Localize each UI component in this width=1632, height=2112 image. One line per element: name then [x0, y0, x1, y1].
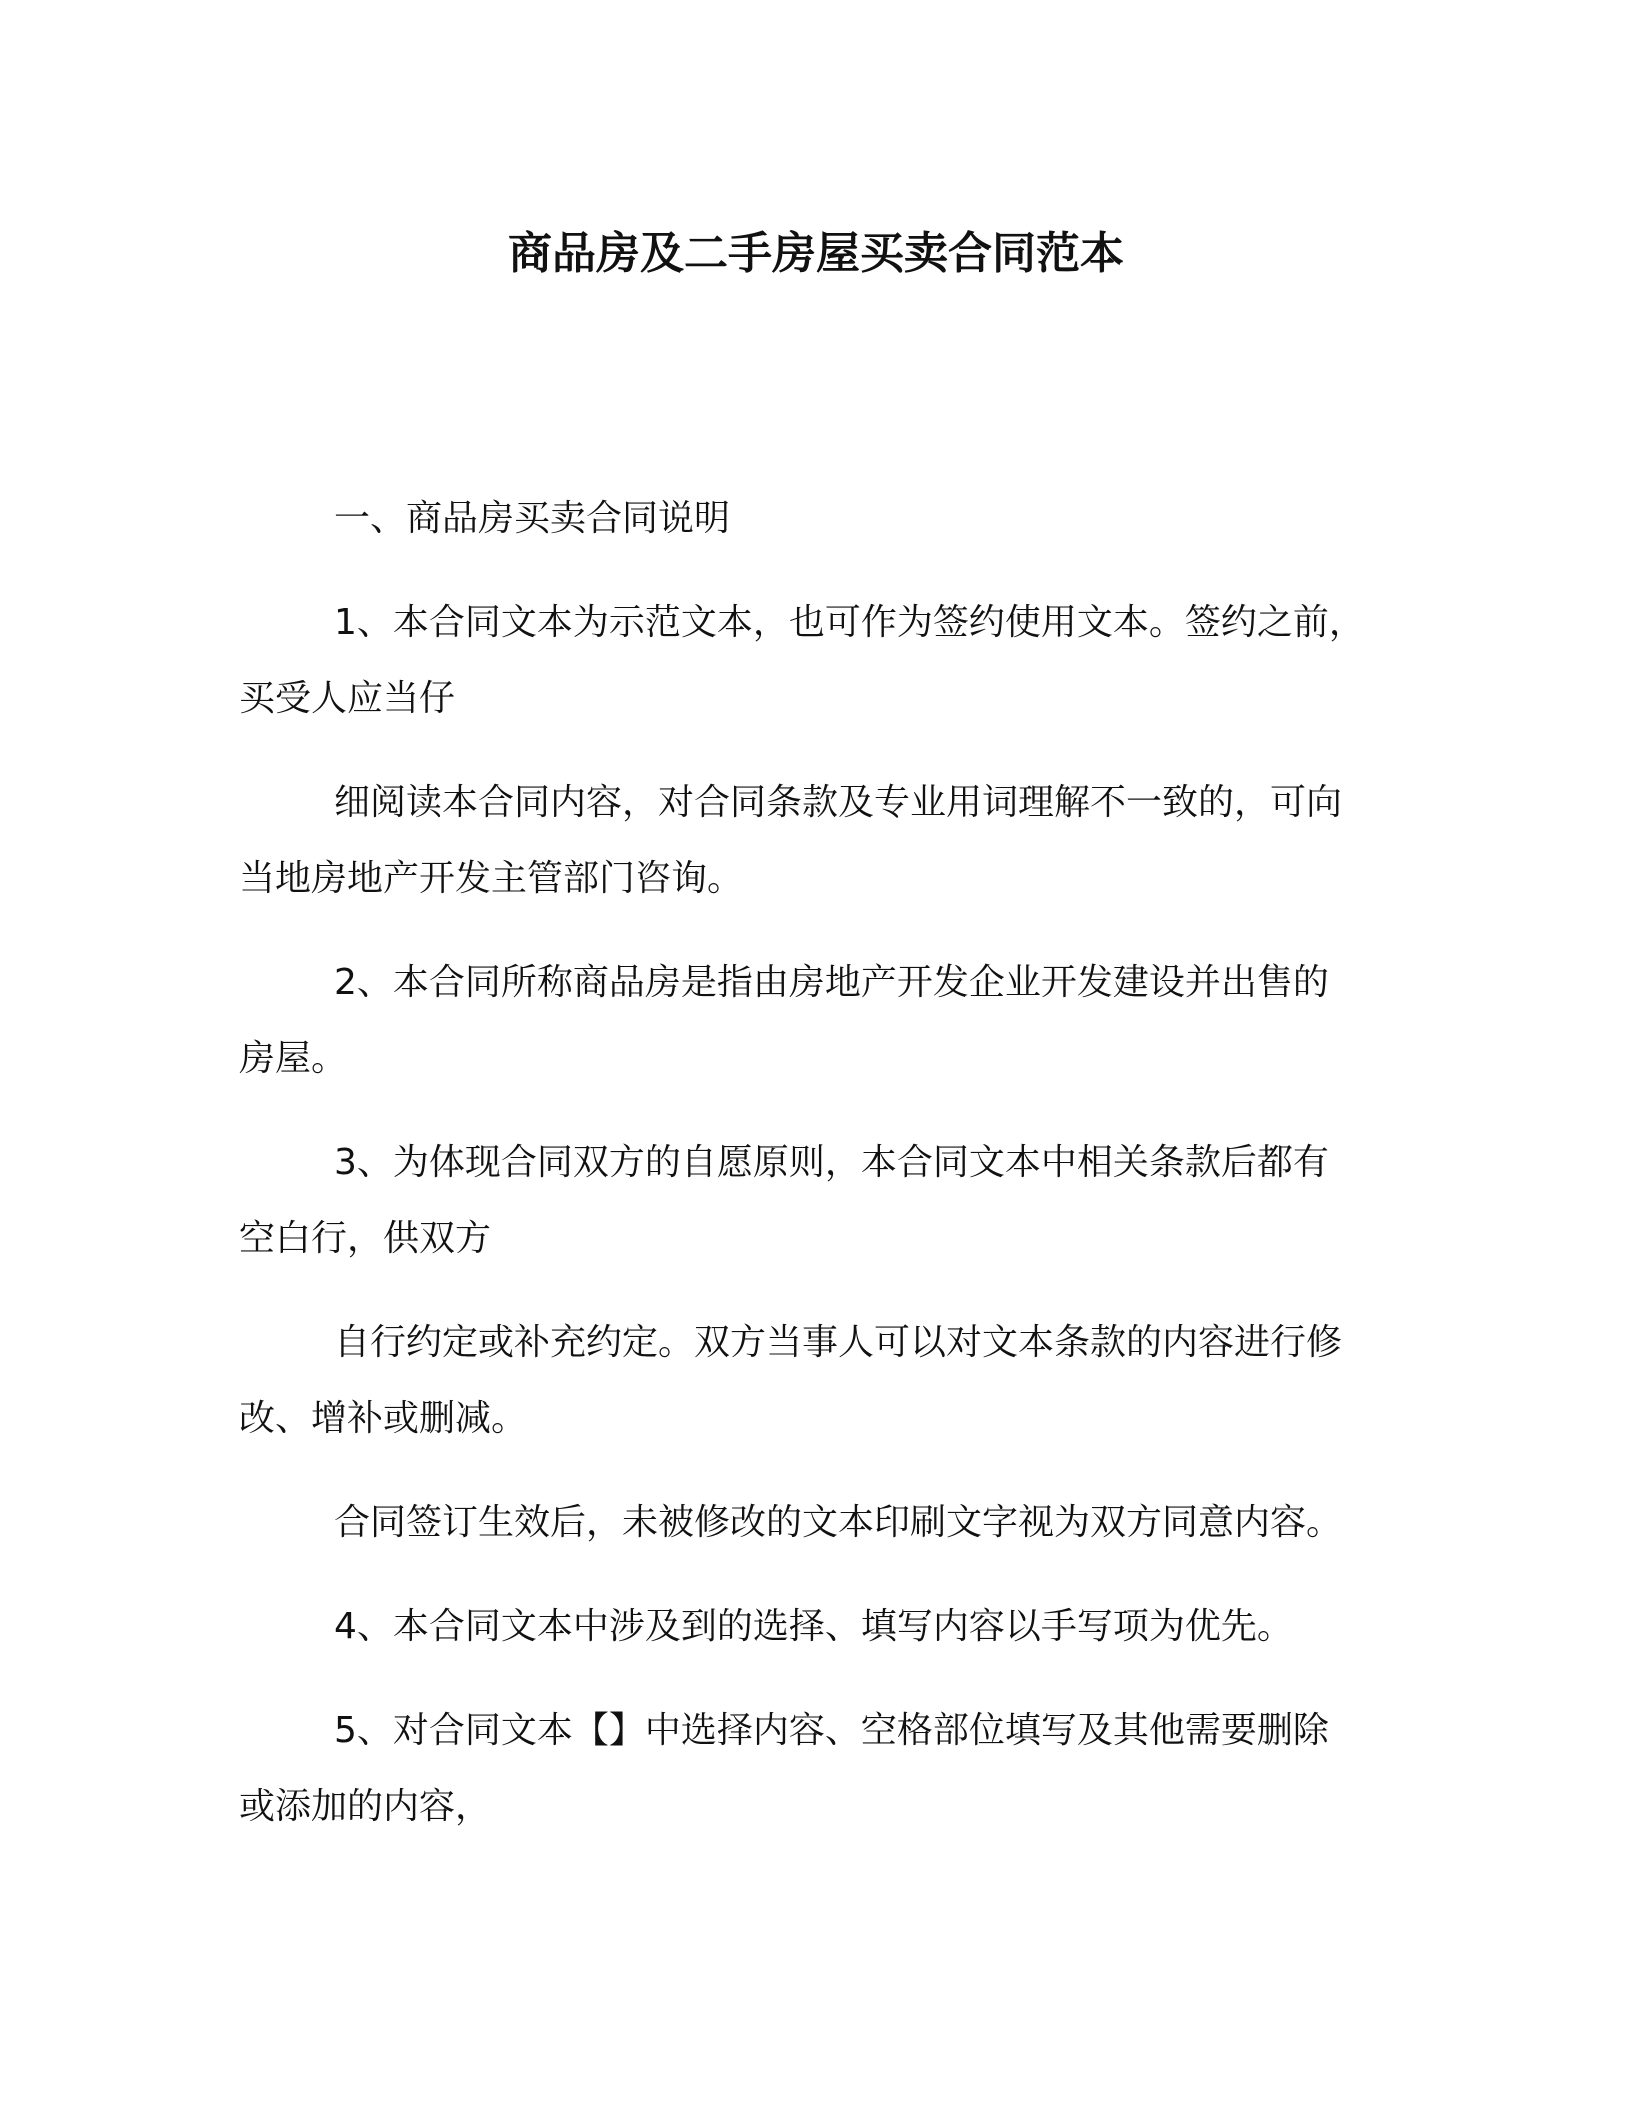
paragraph-line: 买受人应当仔 — [239, 678, 456, 719]
paragraph-line: 3、为体现合同双方的自愿原则，本合同文本中相关条款后都有 — [334, 1142, 1329, 1183]
section-heading: 一、商品房买卖合同说明 — [334, 498, 731, 539]
paragraph-line: 4、本合同文本中涉及到的选择、填写内容以手写项为优先。 — [334, 1606, 1293, 1647]
paragraph-line: 合同签订生效后，未被修改的文本印刷文字视为双方同意内容。 — [334, 1502, 1343, 1543]
paragraph-line: 细阅读本合同内容，对合同条款及专业用词理解不一致的，可向 — [334, 782, 1343, 823]
paragraph-line: 空白行，供双方 — [239, 1218, 492, 1259]
paragraph-line: 自行约定或补充约定。双方当事人可以对文本条款的内容进行修 — [334, 1322, 1343, 1363]
paragraph-line: 或添加的内容， — [239, 1786, 492, 1827]
paragraph-line: 5、对合同文本【】中选择内容、空格部位填写及其他需要删除 — [334, 1710, 1329, 1751]
paragraph-line: 房屋。 — [239, 1038, 348, 1079]
paragraph-line: 1、本合同文本为示范文本，也可作为签约使用文本。签约之前， — [334, 602, 1365, 643]
paragraph-line: 2、本合同所称商品房是指由房地产开发企业开发建设并出售的 — [334, 962, 1329, 1003]
paragraph-line: 改、增补或删减。 — [239, 1398, 528, 1439]
document-title: 商品房及二手房屋买卖合同范本 — [508, 228, 1124, 279]
paragraph-line: 当地房地产开发主管部门咨询。 — [239, 858, 744, 899]
